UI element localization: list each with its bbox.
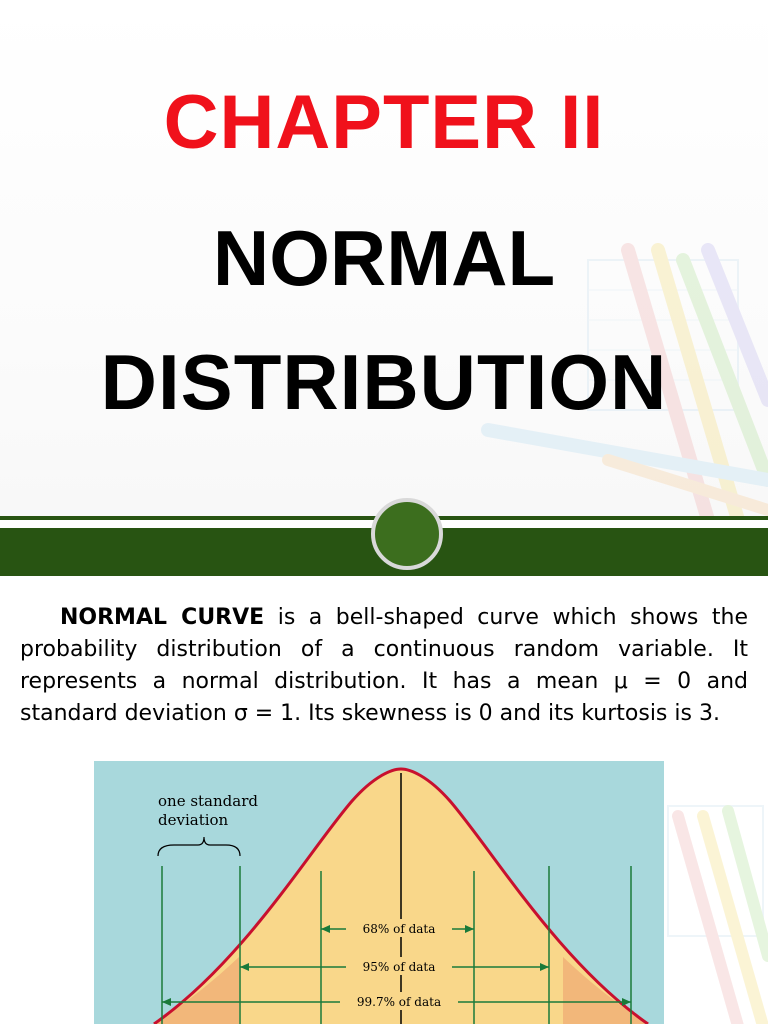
title-line-1: NORMAL xyxy=(212,214,556,302)
title-line-2: DISTRIBUTION xyxy=(100,338,668,426)
body-text: is a bell-shaped curve which shows the probability distribution of a continuous random variable. It represents a normal distribution. It has a mean μ = 0 and standard deviation σ = 1. Its skewness is 0 and its kurtosis is 3. xyxy=(20,605,749,726)
lead-term: NORMAL CURVE xyxy=(60,605,265,630)
sd-label-line-2: deviation xyxy=(158,811,229,829)
normal-curve-definition xyxy=(20,602,748,730)
label-997: 99.7% of data xyxy=(356,995,442,1009)
sd-label-line-1: one standard xyxy=(158,792,258,810)
content-slide xyxy=(0,576,768,1024)
label-68: 68% of data xyxy=(362,922,436,936)
label-95: 95% of data xyxy=(362,960,436,974)
chapter-title: CHAPTER II xyxy=(163,80,605,165)
normal-curve-figure xyxy=(94,761,664,1024)
green-dome-ornament xyxy=(371,498,443,570)
pencils-background-image-2 xyxy=(648,796,768,1024)
sd-brace xyxy=(158,837,240,856)
